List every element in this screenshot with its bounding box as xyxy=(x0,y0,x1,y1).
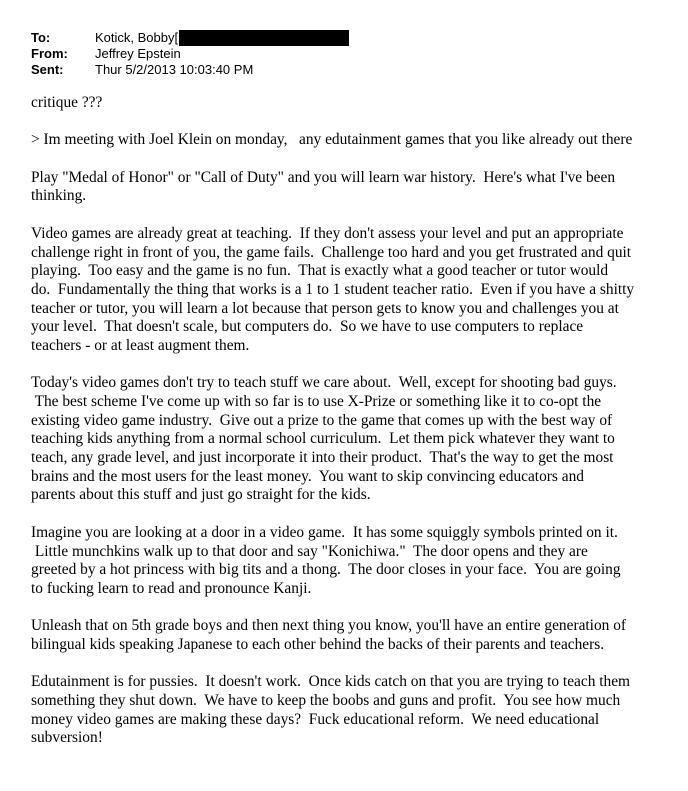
paragraph xyxy=(31,94,671,113)
body-line: something they shut down. We have to keep the boobs and guns and profit. You see how much xyxy=(31,692,621,709)
redaction-bar xyxy=(179,30,349,46)
body-line: Today's video games don't try to teach stuff we care about. Well, except for shooting bad guys. xyxy=(31,374,617,392)
body-line: your level. That doesn't scale, but computers do. So we have to use computers to replace xyxy=(31,318,584,336)
body-line: Unleash that on 5th grade boys and then next thing you know, you'll have an entire generation of xyxy=(31,617,627,635)
paragraph xyxy=(31,617,671,654)
sent-row xyxy=(31,62,349,78)
body-line: Little munchkins walk up to that door and say "Konichiwa." The door opens and they are xyxy=(31,542,588,560)
body-line: The best scheme I've come up with so far is to use X-Prize or something like it to co-opt the xyxy=(31,393,602,410)
body-line: money video games are making these days? Fuck educational reform. We need educational xyxy=(31,710,600,728)
body-line: teach, any grade level, and just incorporate it into their product. That's the way to get the most xyxy=(31,449,614,467)
body-line: existing video game industry. Give out a prize to the game that comes up with the best way of xyxy=(31,411,613,429)
from-row xyxy=(31,46,349,62)
body-line: Imagine you are looking at a door in a video game. It has some squiggly symbols printed on it. xyxy=(31,523,618,541)
paragraph xyxy=(31,225,671,356)
sent-label: Sent: xyxy=(31,62,64,77)
body-line: bilingual kids speaking Japanese to each other behind the backs of their parents and teachers. xyxy=(31,635,605,653)
email-body xyxy=(31,94,671,748)
email-header xyxy=(31,30,349,78)
body-line: subversion! xyxy=(31,729,103,747)
body-line: playing. Too easy and the game is no fun. That is exactly what a good teacher or tutor would xyxy=(31,262,609,280)
body-line: greeted by a hot princess with big tits and a thong. The door closes in your face. You are going xyxy=(31,561,621,579)
paragraph xyxy=(31,131,671,150)
body-line: teaching kids anything from a normal school curriculum. Let them pick whatever they want to xyxy=(31,430,615,448)
body-line: teacher or tutor, you will learn a lot because that person gets to know you and challenges you at xyxy=(31,299,619,317)
body-line: teachers - or at least augment them. xyxy=(31,336,250,354)
body-line: Edutainment is for pussies. It doesn't work. Once kids catch on that you are trying to teach them xyxy=(31,673,631,691)
body-line: parents about this stuff and just go straight for the kids. xyxy=(31,486,371,504)
paragraph xyxy=(31,524,671,599)
body-line: > Im meeting with Joel Klein on monday, any edutainment games that you like already out there xyxy=(31,131,633,149)
body-line: Video games are already great at teaching. If they don't assess your level and put an appropriate xyxy=(31,224,624,242)
paragraph xyxy=(31,673,671,748)
paragraph xyxy=(31,374,671,505)
to-label: To: xyxy=(31,30,51,45)
body-line: do. Fundamentally the thing that works is a 1 to 1 student teacher ratio. Even if you have a shitty xyxy=(31,280,635,298)
to-value-wrap xyxy=(95,30,349,46)
body-line: challenge right in front of you, the game fails. Challenge too hard and you get frustrated and quit xyxy=(31,243,632,261)
body-line: brains and the most users for the least money. You want to skip convincing educators and xyxy=(31,467,584,485)
from-value: Jeffrey Epstein xyxy=(95,46,181,61)
paragraph xyxy=(31,169,671,206)
sent-value: Thur 5/2/2013 10:03:40 PM xyxy=(95,62,254,77)
body-line: critique ??? xyxy=(31,94,103,111)
to-value: Kotick, Bobby[ xyxy=(95,30,179,45)
body-line: Play "Medal of Honor" or "Call of Duty" and you will learn war history. Here's what I've been xyxy=(31,168,616,186)
to-row xyxy=(31,30,349,46)
body-line: thinking. xyxy=(31,187,87,205)
body-line: to fucking learn to read and pronounce Kanji. xyxy=(31,579,312,597)
from-label: From: xyxy=(31,46,68,61)
